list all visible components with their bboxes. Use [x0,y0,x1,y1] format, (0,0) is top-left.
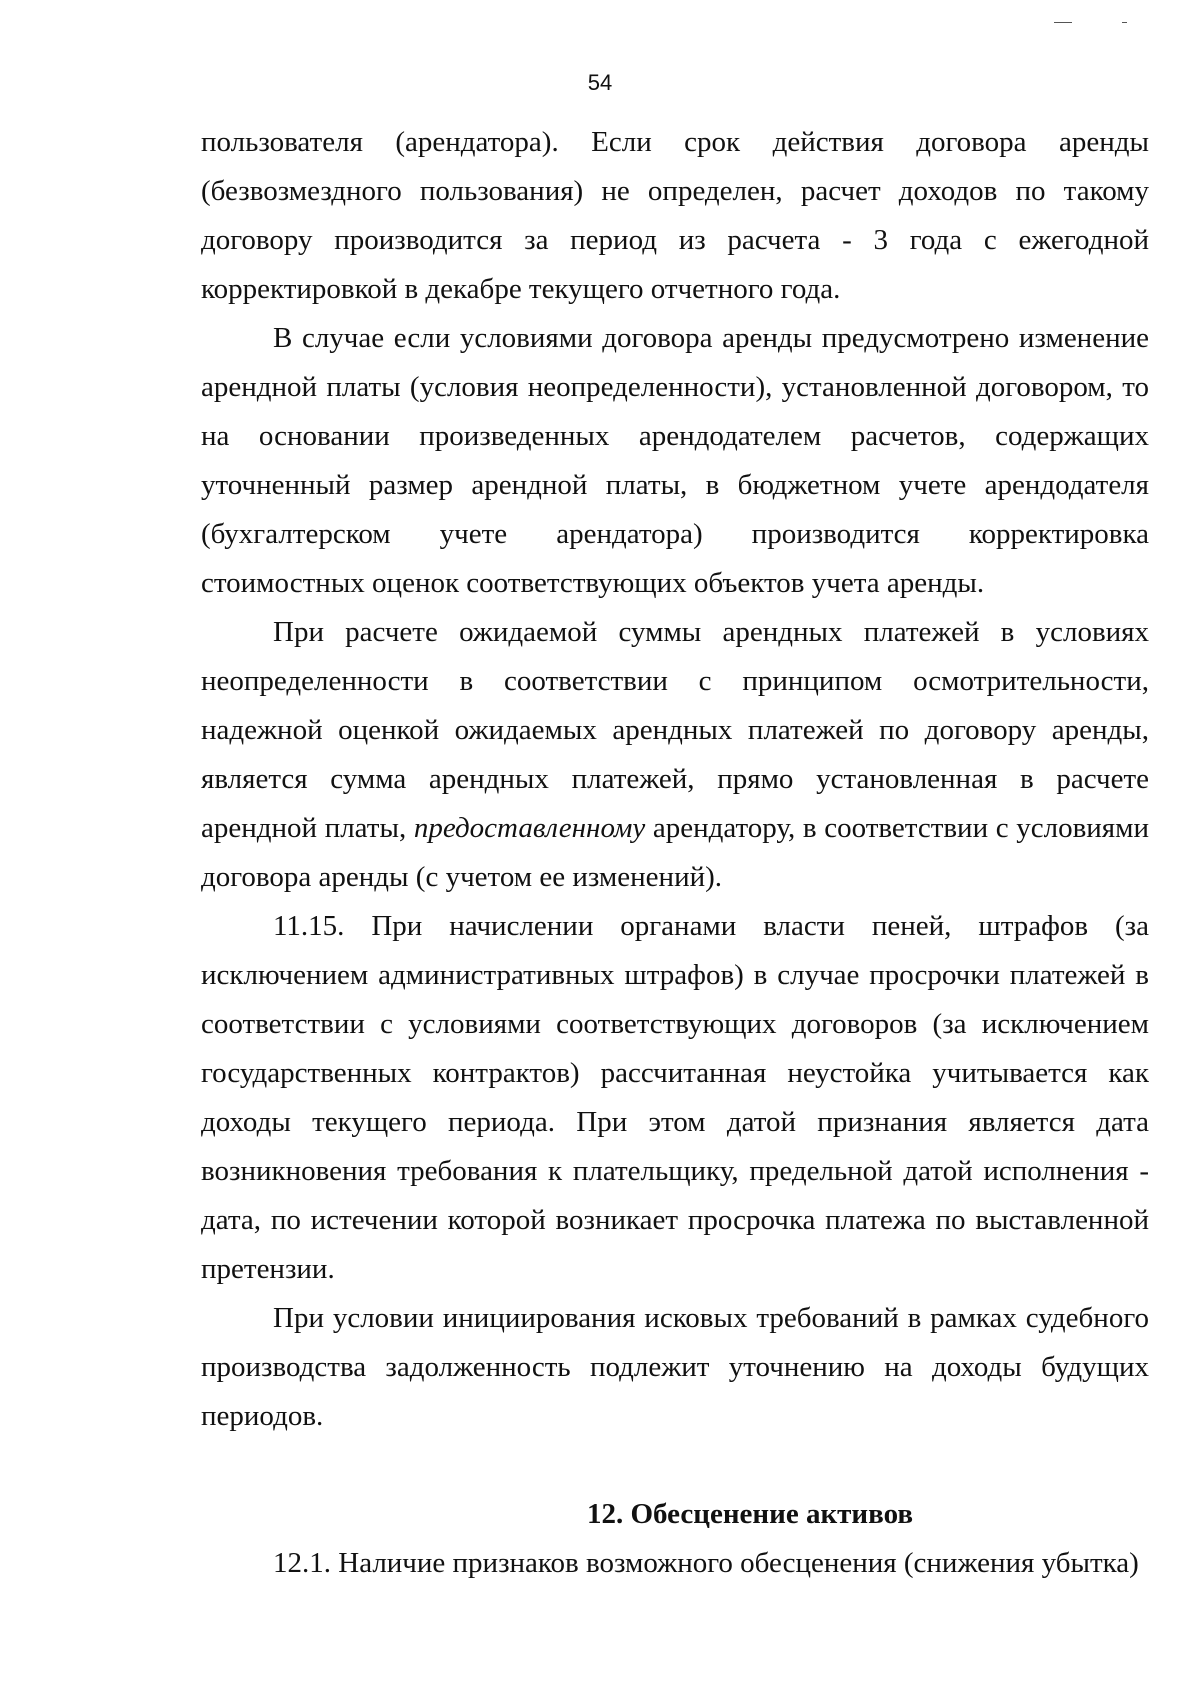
italic-word: предоставленному [413,812,646,844]
paragraph-11-15: 11.15. При начислении органами власти пеней, штрафов (за исключением административных штрафов) в случае просрочки платежей в соответствии с условиями соответствующих договоров (за исключением государственных контрактов) рассчитанная неустойка учитывается как доходы текущего периода. При этом датой признания является дата возникновения требования к плательщику, предельной датой исполнения - дата, по истечении которой возникает просрочка платежа по выставленной претензии. [201,910,1149,1285]
paragraph-text: При расчете ожидаемой суммы арендных платежей в условиях неопределенности в соответствии с принципом осмотрительности, надежной оценкой ожидаемых арендных платежей по договору аренды, является сумма арендных платежей, прямо установленная в расчете арендной платы, [201,616,1149,844]
paragraph-continuation: пользователя (арендатора). Если срок действия договора аренды (безвозмездного пользования) не определен, расчет доходов по такому договору производится за период из расчета - 3 года с ежегодной корректировкой в декабре текущего отчетного года. [201,126,1149,305]
page-number: 54 [587,70,613,95]
paragraph-rent-change: В случае если условиями договора аренды предусмотрено изменение арендной платы (условия неопределенности), установленной договором, то на основании произведенных арендодателем расчетов, содержащих уточненный размер арендной платы, в бюджетном учете арендодателя (бухгалтерском учете арендатора) производится корректировка стоимостных оценок соответствующих объектов учета аренды. [201,322,1149,599]
section-heading: 12. Обесценение активов [586,1498,914,1530]
paragraph-expected-payments [201,608,1149,902]
scan-artifact-mark [1054,22,1072,23]
paragraph-court-claims: При условии инициирования исковых требований в рамках судебного производства задолженность подлежит уточнению на доходы будущих периодов. [201,1302,1149,1432]
paragraph-12-1: 12.1. Наличие признаков возможного обесценения (снижения убытка) [273,1547,1139,1579]
paragraph-text: арендатору, в соответствии с условиями договора аренды (с учетом ее изменений). [201,812,1150,893]
document-body [201,118,1149,1588]
scan-artifact-mark [1122,22,1127,23]
